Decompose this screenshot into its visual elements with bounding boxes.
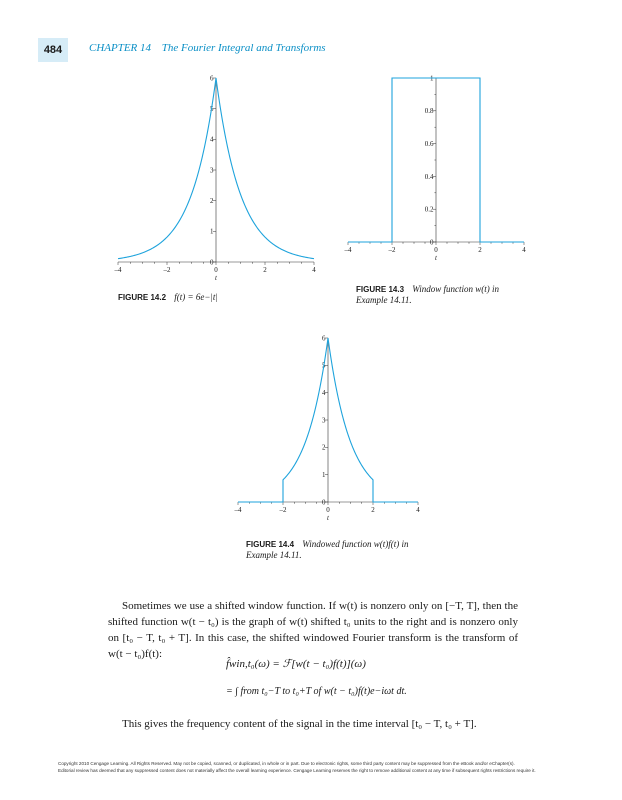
x-tick-label: –2 [163,266,171,274]
figure-14-4-label: FIGURE 14.4 [246,540,295,549]
running-head [89,42,326,54]
x-tick-label: –2 [279,506,287,514]
x-tick-label: 0 [434,246,438,254]
y-tick-label: 0 [210,258,214,267]
y-tick-label: 0.6 [424,140,434,148]
chapter-label: CHAPTER 14 [89,42,152,54]
figure-14-2-caption-text: f(t) = 6e−|t| [174,292,218,302]
equation-2-text: = ∫ from t₀−T to t₀+T of w(t − t₀)f(t)e−iωt dt. [226,686,407,697]
figure-14-4-caption-text: Windowed function w(t)f(t) in Example 14.11. [246,539,409,560]
x-tick-label: 0 [326,506,330,514]
x-tick-label: –4 [234,506,242,514]
y-tick-label: 2 [210,197,214,206]
y-tick-label: 0.2 [424,205,434,214]
y-tick-label: 2 [322,443,326,452]
y-tick-label: 4 [322,389,326,398]
x-axis-label: t [327,514,329,522]
paragraph-shifted-window: Sometimes we use a shifted window function. If w(t) is nonzero only on [−T, T], then the shifted function w(t − t₀) is the graph of w(t) shifted t₀ units to the right and is nonzero only on [t₀ − T, t₀ + T]. In this case, the shifted windowed Fourier transform is the transform of w(t − t₀)f(t): [108,600,518,660]
axes [234,334,421,522]
x-tick-label: 2 [478,246,482,254]
y-tick-label: 3 [210,166,214,175]
x-tick-label: 4 [522,246,526,254]
copyright-footer [58,760,578,774]
y-tick-label: 4 [210,135,214,144]
equation-1-text: f̂win,t₀(ω) = ℱ[w(t − t₀)f(t)](ω) [226,658,366,670]
paragraph-frequency-content: This gives the frequency content of the signal in the time interval [t₀ − T, t₀ + T]. [122,718,477,730]
y-tick-label: 6 [322,334,326,343]
chapter-title: The Fourier Integral and Transforms [161,42,326,54]
x-tick-label: 2 [263,266,267,274]
page-number: 484 [38,38,68,62]
equation-1 [226,657,366,670]
x-tick-label: –4 [114,266,122,274]
y-tick-label: 5 [210,105,214,114]
y-tick-label: 0 [430,238,434,247]
figure-14-3-label: FIGURE 14.3 [356,285,405,294]
y-tick-label: 1 [430,74,434,83]
figure-14-2-caption [118,292,218,303]
figure-14-3-plot [340,70,535,275]
figure-14-2-plot [110,70,325,290]
figure-14-4-caption [246,539,431,561]
y-tick-label: 5 [322,361,326,370]
x-tick-label: –2 [388,246,396,254]
y-tick-label: 3 [322,416,326,425]
y-tick-label: 0.8 [424,107,434,116]
axes [344,74,527,262]
body-paragraph-2 [108,716,518,732]
y-tick-label: 0.4 [424,172,434,181]
figure-14-3-caption [356,284,506,306]
x-tick-label: 2 [371,506,375,514]
figure-14-3-caption-text: Window function w(t) in Example 14.11. [356,284,500,305]
y-tick-label: 6 [210,74,214,83]
body-paragraph-1 [108,598,518,662]
y-tick-label: 0 [322,498,326,507]
x-tick-label: 4 [416,506,420,514]
footer-line-1: Copyright 2010 Cengage Learning. All Rights Reserved. May not be copied, scanned, or duplicated, in whole or in part. Due to electronic rights, some third party content may be suppressed from the eBook and/or eChapter(s). [58,761,515,766]
figure-14-2-label: FIGURE 14.2 [118,293,167,302]
x-axis-label: t [215,274,217,282]
x-tick-label: 0 [214,266,218,274]
y-tick-label: 1 [322,471,326,480]
x-axis-label: t [435,254,437,262]
footer-line-2: Editorial review has deemed that any suppressed content does not materially affect the overall learning experience. Cengage Learning reserves the right to remove additional content at any time if subsequent rights restrictions require it. [58,768,536,773]
figure-14-4-plot [230,330,430,535]
equation-2 [226,686,407,697]
y-tick-label: 1 [210,227,214,236]
x-tick-label: 4 [312,266,316,274]
x-tick-label: –4 [344,246,352,254]
